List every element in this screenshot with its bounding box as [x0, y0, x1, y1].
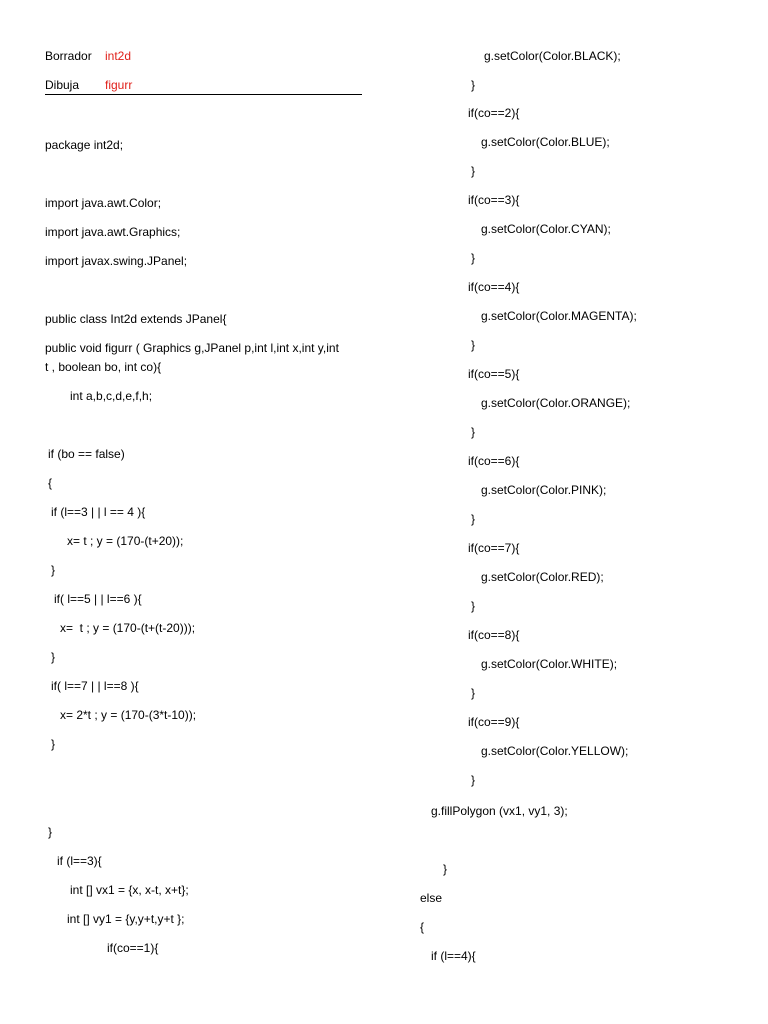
code-line: import java.awt.Graphics; — [45, 225, 181, 239]
dibuja-value: figurr — [105, 78, 133, 92]
code-line: x= t ; y = (170-(t+20)); — [67, 534, 184, 548]
code-line: int [] vx1 = {x, x-t, x+t}; — [70, 883, 189, 897]
code-line: g.fillPolygon (vx1, vy1, 3); — [431, 804, 568, 818]
code-line: } — [443, 862, 448, 876]
code-line: { — [48, 476, 53, 490]
code-line: if (l==3){ — [57, 854, 102, 868]
code-line: if(co==3){ — [468, 193, 520, 207]
borrador-label: Borrador — [45, 49, 92, 63]
code-line: } — [471, 686, 476, 700]
code-line: g.setColor(Color.WHITE); — [481, 657, 618, 671]
code-line: import javax.swing.JPanel; — [45, 254, 188, 268]
code-line: } — [471, 78, 476, 92]
code-line: } — [471, 599, 476, 613]
code-line: g.setColor(Color.BLACK); — [484, 49, 621, 63]
code-line: } — [471, 512, 476, 526]
code-line: g.setColor(Color.PINK); — [481, 483, 607, 497]
code-line: import java.awt.Color; — [45, 196, 162, 210]
code-line: if (l==4){ — [431, 949, 476, 963]
code-line: } — [51, 650, 56, 664]
code-line: else — [420, 891, 443, 905]
code-line: g.setColor(Color.ORANGE); — [481, 396, 631, 410]
code-line: } — [471, 425, 476, 439]
code-line: public void figurr ( Graphics g,JPanel p,int l,int x,int y,int — [45, 341, 339, 355]
code-line: g.setColor(Color.CYAN); — [481, 222, 611, 236]
header-underline — [45, 94, 362, 95]
code-line: } — [471, 251, 476, 265]
code-line: if( l==7 | | l==8 ){ — [51, 679, 139, 693]
borrador-value: int2d — [105, 49, 132, 63]
code-line: } — [48, 825, 53, 839]
code-line: g.setColor(Color.BLUE); — [481, 135, 610, 149]
code-line: package int2d; — [45, 138, 124, 152]
code-line: g.setColor(Color.MAGENTA); — [481, 309, 637, 323]
code-line: if (l==3 | | l == 4 ){ — [51, 505, 146, 519]
code-line: if(co==6){ — [468, 454, 520, 468]
code-line: if(co==1){ — [107, 941, 159, 955]
code-line: } — [471, 773, 476, 787]
dibuja-label: Dibuja — [45, 78, 80, 92]
code-line: if (bo == false) — [48, 447, 125, 461]
code-line: if(co==9){ — [468, 715, 520, 729]
code-line: { — [420, 920, 425, 934]
code-line: public class Int2d extends JPanel{ — [45, 312, 227, 326]
code-line: } — [471, 338, 476, 352]
code-line: if(co==2){ — [468, 106, 520, 120]
code-line: } — [51, 563, 56, 577]
code-line: int [] vy1 = {y,y+t,y+t }; — [67, 912, 185, 926]
code-line: t , boolean bo, int co){ — [45, 360, 162, 374]
code-line: if(co==8){ — [468, 628, 520, 642]
code-line: g.setColor(Color.RED); — [481, 570, 604, 584]
code-line: } — [471, 164, 476, 178]
code-line: if( l==5 | | l==6 ){ — [54, 592, 142, 606]
code-line: int a,b,c,d,e,f,h; — [70, 389, 153, 403]
code-line: if(co==4){ — [468, 280, 520, 294]
code-line: x= t ; y = (170-(t+(t-20))); — [60, 621, 196, 635]
code-line: g.setColor(Color.YELLOW); — [481, 744, 629, 758]
code-line: if(co==7){ — [468, 541, 520, 555]
code-line: } — [51, 737, 56, 751]
code-line: x= 2*t ; y = (170-(3*t-10)); — [60, 708, 197, 722]
code-line: if(co==5){ — [468, 367, 520, 381]
